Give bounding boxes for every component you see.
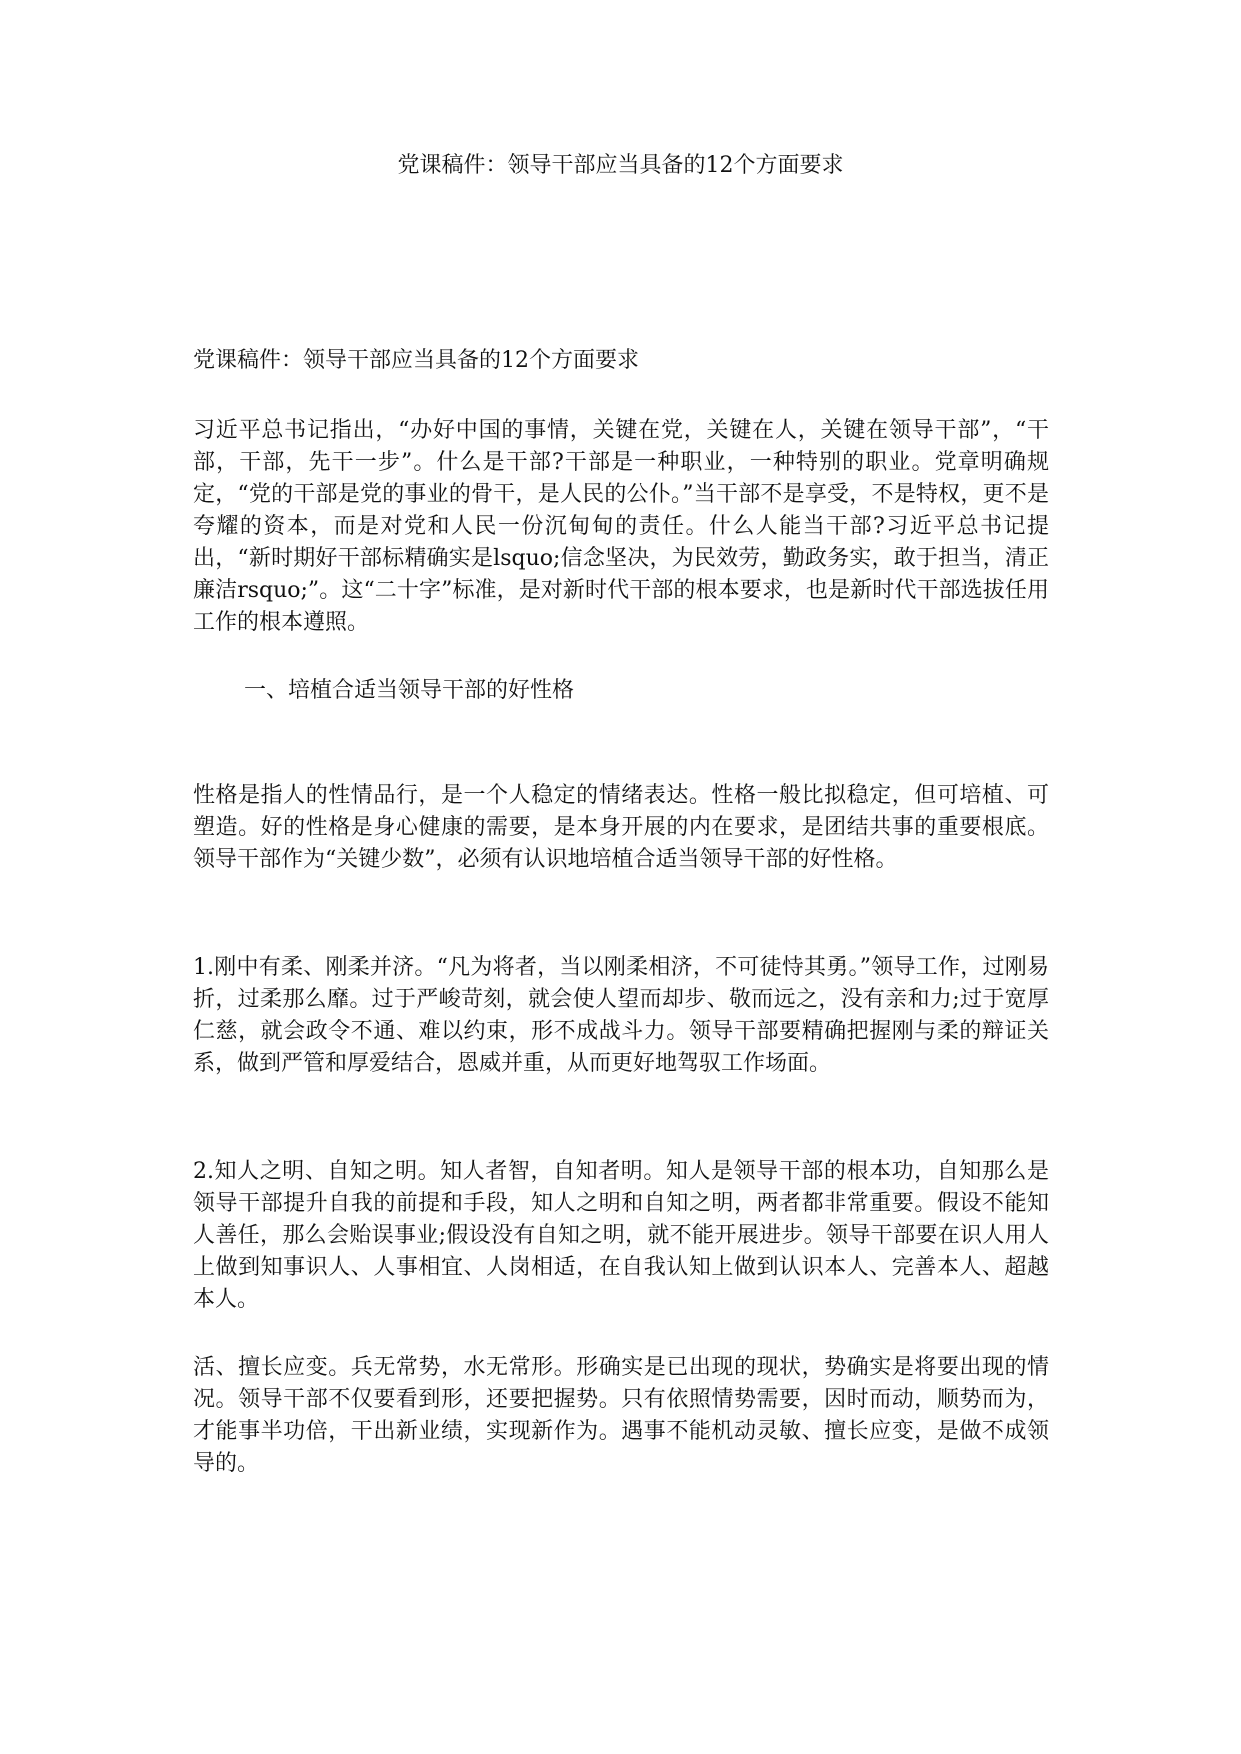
section-heading: 一、培植合适当领导干部的好性格 <box>244 678 575 703</box>
document-title: 党课稿件：领导干部应当具备的12个方面要求 <box>397 153 844 178</box>
paragraph-adaptability: 活、擅长应变。兵无常势，水无常形。形确实是已出现的现状，势确实是将要出现的情况。领导干部不仅要看到形，还要把握势。只有依照情势需要，因时而动，顺势而为，才能事半功倍，干出新业绩，实现新作为。遇事不能机动灵敏、擅长应变，是做不成领导的。 <box>193 1355 1049 1476</box>
document-body <box>193 345 1049 1480</box>
paragraph-point-2: 2.知人之明、自知之明。知人者智，自知者明。知人是领导干部的根本功，自知那么是领导干部提升自我的前提和手段，知人之明和自知之明，两者都非常重要。假设不能知人善任，那么会贻误事业;假设没有自知之明，就不能开展进步。领导干部要在识人用人上做到知事识人、人事相宜、人岗相适，在自我认知上做到认识本人、完善本人、超越本人。 <box>193 1159 1049 1312</box>
paragraph-point-1: 1.刚中有柔、刚柔并济。“凡为将者，当以刚柔相济，不可徒恃其勇。”领导工作，过刚易折，过柔那么靡。过于严峻苛刻，就会使人望而却步、敬而远之，没有亲和力;过于宽厚仁慈，就会政令不通、难以约束，形不成战斗力。领导干部要精确把握刚与柔的辩证关系，做到严管和厚爱结合，恩威并重，从而更好地驾驭工作场面。 <box>193 955 1049 1076</box>
paragraph-intro: 习近平总书记指出，“办好中国的事情，关键在党，关键在人，关键在领导干部”，“干部，干部，先干一步”。什么是干部?干部是一种职业，一种特别的职业。党章明确规定，“党的干部是党的事业的骨干，是人民的公仆。”当干部不是享受，不是特权，更不是夸耀的资本，而是对党和人民一份沉甸甸的责任。什么人能当干部?习近平总书记提出，“新时期好干部标精确实是lsquo;信念坚决，为民效劳，勤政务实，敢于担当，清正廉洁rsquo;”。这“二十字”标准，是对新时代干部的根本要求，也是新时代干部选拔任用工作的根本遵照。 <box>193 418 1049 635</box>
paragraph-character: 性格是指人的性情品行，是一个人稳定的情绪表达。性格一般比拟稳定，但可培植、可塑造。好的性格是身心健康的需要，是本身开展的内在要求，是团结共事的重要根底。领导干部作为“关键少数”，必须有认识地培植合适当领导干部的好性格。 <box>193 783 1049 872</box>
document-subtitle: 党课稿件：领导干部应当具备的12个方面要求 <box>193 348 639 373</box>
